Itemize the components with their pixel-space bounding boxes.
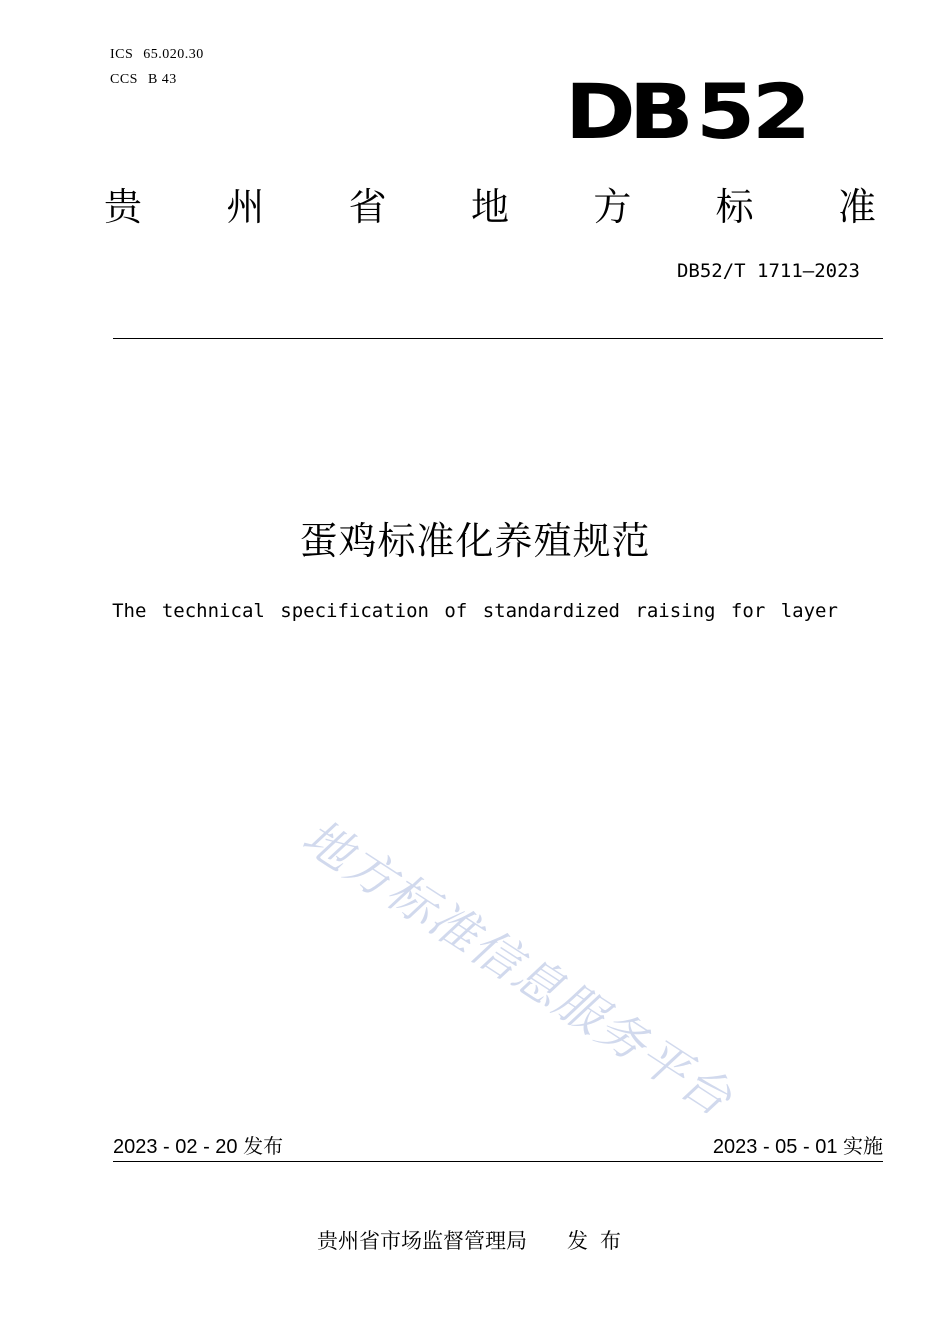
- standard-code: DB52/T 1711—2023: [676, 260, 860, 282]
- issue-date: 2023 - 02 - 20: [113, 1136, 238, 1158]
- logo-number: 52: [696, 67, 808, 156]
- title-english: The technical specification of standardized raising for layer: [112, 600, 838, 622]
- standard-type-char: 地: [470, 185, 509, 229]
- ics-label: ICS: [110, 47, 134, 62]
- standard-type-char: 方: [593, 185, 632, 229]
- ics-line: [110, 47, 204, 63]
- implement-date: 2023 - 05 - 01: [712, 1136, 838, 1158]
- implement-date-line: [713, 1133, 883, 1160]
- bottom-divider: [113, 1161, 883, 1162]
- watermark: 地方标准信息服务平台: [292, 808, 743, 1128]
- ccs-label: CCS: [110, 72, 138, 87]
- logo-db: DB: [565, 67, 688, 156]
- title-chinese: 蛋鸡标准化养殖规范: [299, 519, 651, 563]
- standard-type-heading: [104, 185, 876, 229]
- top-divider: [113, 338, 883, 339]
- ccs-value: B 43: [147, 72, 177, 87]
- publisher-name: 贵州省市场监督管理局: [317, 1229, 527, 1253]
- standard-type-char: 标: [715, 185, 754, 229]
- standard-type-char: 准: [837, 185, 876, 229]
- db52-logo: [565, 67, 808, 156]
- implement-label: 实施: [843, 1134, 883, 1158]
- issue-date-line: [113, 1133, 283, 1160]
- issue-label: 发布: [243, 1134, 284, 1158]
- publisher-line: [0, 1227, 950, 1255]
- ics-value: 65.020.30: [143, 47, 204, 62]
- publisher-label: 发布: [567, 1229, 633, 1253]
- standard-type-char: 贵: [104, 185, 143, 229]
- standard-type-char: 省: [348, 185, 387, 229]
- ccs-line: [110, 72, 177, 88]
- standard-type-char: 州: [226, 185, 265, 229]
